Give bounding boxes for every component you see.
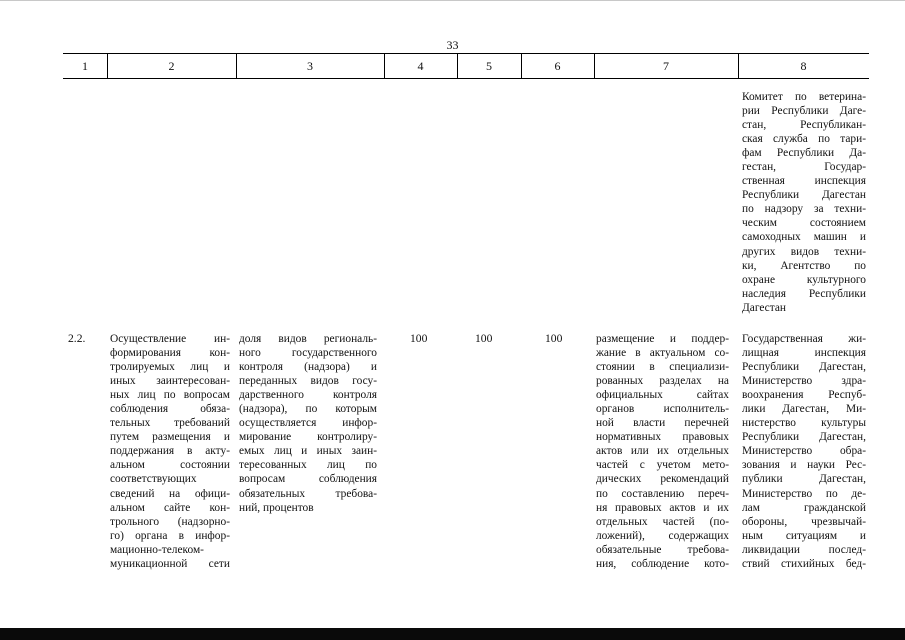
text-line: дических рекомендаций <box>596 473 729 486</box>
column-header-3: 3 <box>307 59 313 73</box>
text-line: гестан, Государ- <box>742 161 866 174</box>
text-line: формирования кон- <box>110 347 230 360</box>
text-line: ская служба по тари- <box>742 133 866 146</box>
column-header-7: 7 <box>663 59 669 73</box>
text-line: го) органа в инфор- <box>110 529 230 542</box>
text-line: соответствующих <box>110 473 197 486</box>
text-line: ственная инспекция <box>742 175 866 188</box>
text-line: Республики Дагестан <box>742 189 866 202</box>
text-line: переданных видов госу- <box>239 375 377 388</box>
text-line: воохранения Респуб- <box>742 389 866 402</box>
text-line: альном состоянии <box>110 459 230 472</box>
text-line: тельных требований <box>110 417 230 430</box>
text-line: лам гражданской <box>742 501 866 514</box>
text-line: ликвидации послед- <box>742 543 866 556</box>
text-line: Дагестан <box>742 301 787 314</box>
text-line: мационно-телеком- <box>110 543 204 556</box>
value-col5: 100 <box>475 332 493 345</box>
text-line: соблюдения обяза- <box>110 403 230 416</box>
text-line: официальных сайтах <box>596 389 729 402</box>
text-line: жание в актуальном со- <box>596 347 729 360</box>
result-cell <box>596 332 729 571</box>
text-line: рованных разделах на <box>596 375 729 388</box>
page-number: 33 <box>446 38 459 52</box>
text-line: Осуществление ин- <box>110 333 230 345</box>
text-line: Министерство здра- <box>742 375 866 388</box>
text-line: лики Дагестан, Ми- <box>742 403 866 416</box>
text-line: обороны, чрезвычай- <box>742 515 866 528</box>
text-line: размещение и поддер- <box>596 333 729 345</box>
text-line: поддержания в акту- <box>110 445 230 458</box>
text-line: (надзора), по которым <box>239 403 377 416</box>
text-line: самоходных машин и <box>742 231 866 244</box>
scan-bottom-edge <box>0 628 905 640</box>
text-line: Республики Дагестан, <box>742 361 866 374</box>
text-line: нормативных правовых <box>596 431 729 444</box>
text-line: по надзору за техни- <box>742 203 866 216</box>
text-line: зования и науки Рес- <box>742 459 866 472</box>
responsible-cell <box>742 332 866 571</box>
value-col4: 100 <box>410 332 428 345</box>
continuation-responsible-cell <box>742 90 866 315</box>
text-line: актов или их отдельных <box>596 445 729 458</box>
text-line: емых лиц и иных заин- <box>239 445 377 458</box>
text-line: вопросам соблюдения <box>239 473 377 486</box>
text-line: публики Дагестан, <box>742 473 866 486</box>
text-line: Министерство обра- <box>742 445 866 458</box>
text-line: лищная инспекция <box>742 347 866 360</box>
text-line: иных заинтересован- <box>110 375 230 388</box>
text-line: ствий стихийных бед- <box>742 557 866 570</box>
text-line: охране культурного <box>742 273 866 286</box>
text-line: ки, Агентство по <box>742 259 866 272</box>
column-header-4: 4 <box>417 59 424 73</box>
text-line: наследия Республики <box>742 287 866 300</box>
text-line: рии Республики Даге- <box>742 105 866 118</box>
text-line: дарственного контроля <box>239 389 377 402</box>
top-scan-edge <box>0 0 905 1</box>
text-line: контроля (надзора) и <box>239 361 377 374</box>
text-line: ния, соблюдение кото- <box>596 557 729 570</box>
text-line: ний, процентов <box>239 501 314 514</box>
text-line: по составлению переч- <box>596 487 729 500</box>
text-line: других видов техни- <box>742 245 866 258</box>
text-line: путем размещения и <box>110 431 230 444</box>
text-line: нистерство культуры <box>742 417 866 430</box>
text-line: ной власти перечней <box>596 417 729 430</box>
text-line: ложений), содержащих <box>596 529 729 542</box>
text-line: ным ситуациям и <box>742 529 866 542</box>
column-header-5: 5 <box>486 59 492 73</box>
text-line: доля видов региональ- <box>239 333 377 345</box>
text-line: сведений на офици- <box>110 487 230 500</box>
text-line: Комитет по ветерина- <box>742 91 866 103</box>
value-col6: 100 <box>545 332 563 345</box>
text-line: обязательных требова- <box>239 487 377 500</box>
text-line: стан, Республикан- <box>742 119 866 132</box>
text-line: органов исполнитель- <box>596 403 729 416</box>
text-line: отдельных частей (по- <box>596 515 729 528</box>
text-line: ческим состоянием <box>742 217 866 230</box>
text-line: ных лиц по вопросам <box>110 389 230 402</box>
text-line: мирование контролиру- <box>239 431 377 444</box>
column-header-1: 1 <box>82 59 88 73</box>
row-number: 2.2. <box>68 332 86 345</box>
column-header-2: 2 <box>168 59 175 73</box>
text-line: ня правовых актов и их <box>596 501 729 514</box>
text-line: обязательные требова- <box>596 543 729 556</box>
text-line: тролируемых лиц и <box>110 361 230 374</box>
text-line: стоянии в специализи- <box>596 361 729 374</box>
text-line: осуществляется инфор- <box>239 417 377 430</box>
column-header-row <box>63 53 869 79</box>
column-header-6: 6 <box>554 59 561 73</box>
text-line: муникационной сети <box>110 557 230 570</box>
text-line: Республики Дагестан, <box>742 431 866 444</box>
text-line: ного государственного <box>239 347 377 360</box>
text-line: Государственная жи- <box>742 333 866 345</box>
indicator-cell <box>239 332 377 515</box>
text-line: трольного (надзорно- <box>110 515 230 528</box>
column-header-8: 8 <box>800 59 807 73</box>
measure-cell <box>110 332 230 571</box>
text-line: Министерство по де- <box>742 487 866 500</box>
text-line: альном сайте кон- <box>110 501 230 514</box>
text-line: частей с учетом мето- <box>596 459 729 472</box>
text-line: фам Республики Да- <box>742 147 866 160</box>
text-line: тересованных лиц по <box>239 459 377 472</box>
